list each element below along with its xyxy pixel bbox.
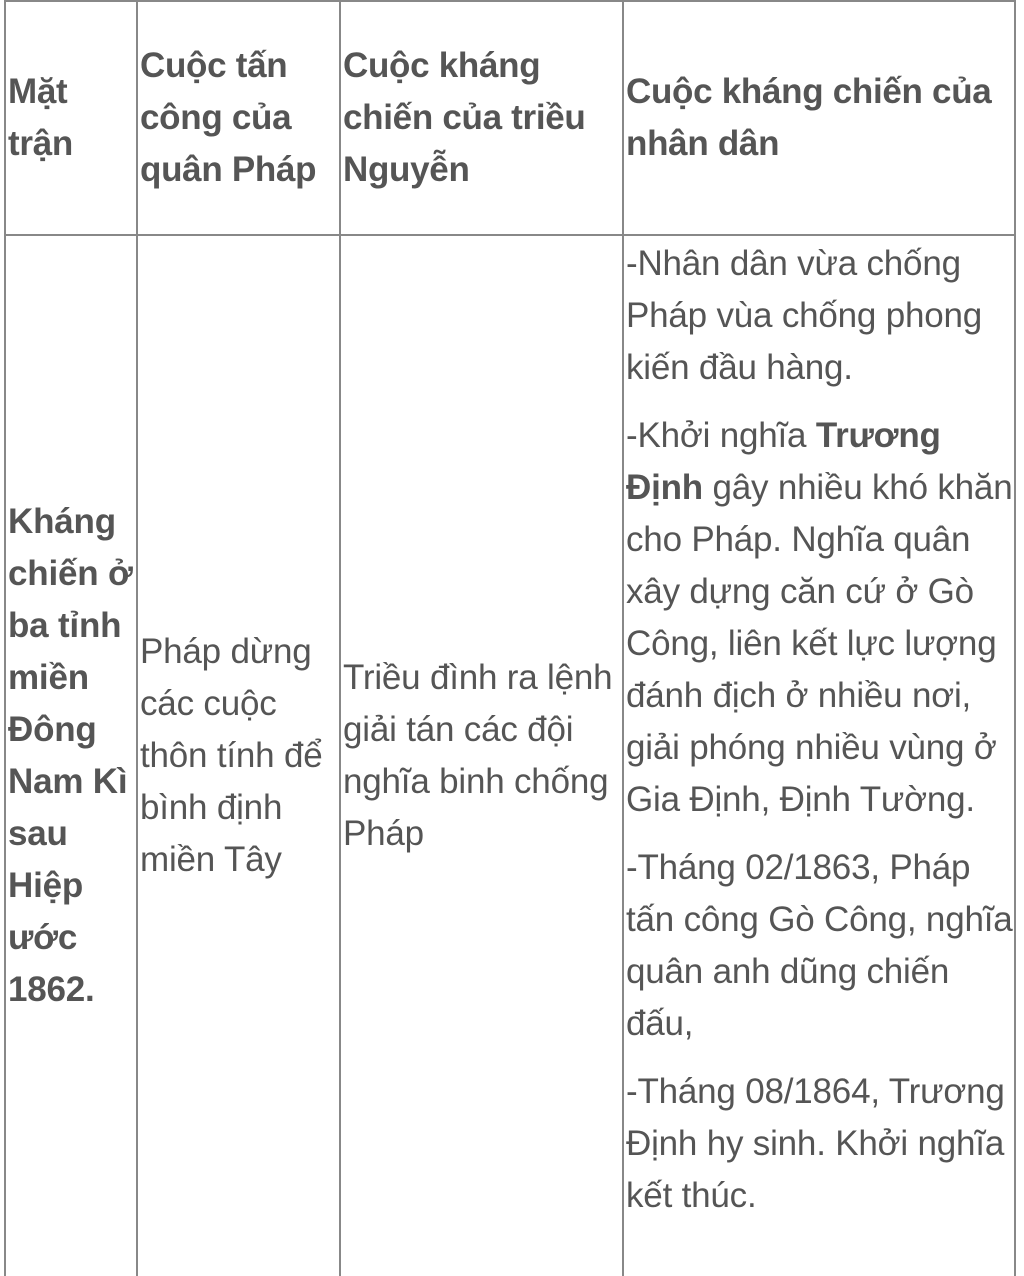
cell-french-attack-text: Pháp dừng các cuộc thôn tính để bình định miền Tây <box>140 632 323 879</box>
people-paragraph-3: -Tháng 02/1863, Pháp tấn công Gò Công, nghĩa quân anh dũng chiến đấu, <box>626 848 1013 1043</box>
header-front-label: Mặt trận <box>8 72 73 163</box>
cell-front-text: Kháng chiến ở ba tỉnh miền Đông Nam Kì sau Hiệp ước 1862. <box>8 502 133 1009</box>
header-french-attack <box>140 2 336 234</box>
col-divider-2 <box>339 0 341 1276</box>
cell-french-attack <box>140 236 336 1276</box>
cell-people-resistance <box>626 236 1014 1276</box>
header-french-attack-label: Cuộc tấn công của quân Pháp <box>140 46 317 189</box>
people-paragraph-2-suffix: gây nhiều khó khăn cho Pháp. Nghĩa quân xây dựng căn cứ ở Gò Công, liên kết lực lượng đánh địch ở nhiều nơi, giải phóng nhiều vùng ở Gia Định, Định Tường. <box>626 468 1013 819</box>
cell-front <box>8 236 136 1276</box>
people-paragraph-2 <box>626 410 1014 826</box>
header-people-resistance-label: Cuộc kháng chiến của nhân dân <box>626 72 992 163</box>
header-nguyen-resistance-label: Cuộc kháng chiến của triều Nguyễn <box>343 46 586 189</box>
cell-nguyen-resistance-text: Triều đình ra lệnh giải tán các đội nghĩa binh chống Pháp <box>343 658 613 853</box>
header-people-resistance <box>626 2 1012 234</box>
col-divider-1 <box>136 0 138 1276</box>
people-paragraph-2-name: Trương Định <box>626 416 941 507</box>
header-front <box>8 2 134 234</box>
history-table <box>4 0 1016 1276</box>
col-divider-3 <box>622 0 624 1276</box>
people-paragraph-4: -Tháng 08/1864, Trương Định hy sinh. Khởi nghĩa kết thúc. <box>626 1072 1005 1215</box>
people-paragraph-2-prefix: -Khởi nghĩa <box>626 416 816 455</box>
table-grid <box>6 0 1014 1276</box>
header-nguyen-resistance <box>343 2 620 234</box>
people-paragraph-1: -Nhân dân vừa chống Pháp vùa chống phong kiến đầu hàng. <box>626 244 983 387</box>
people-resistance-paragraphs <box>626 238 1014 1222</box>
cell-nguyen-resistance <box>343 236 620 1276</box>
